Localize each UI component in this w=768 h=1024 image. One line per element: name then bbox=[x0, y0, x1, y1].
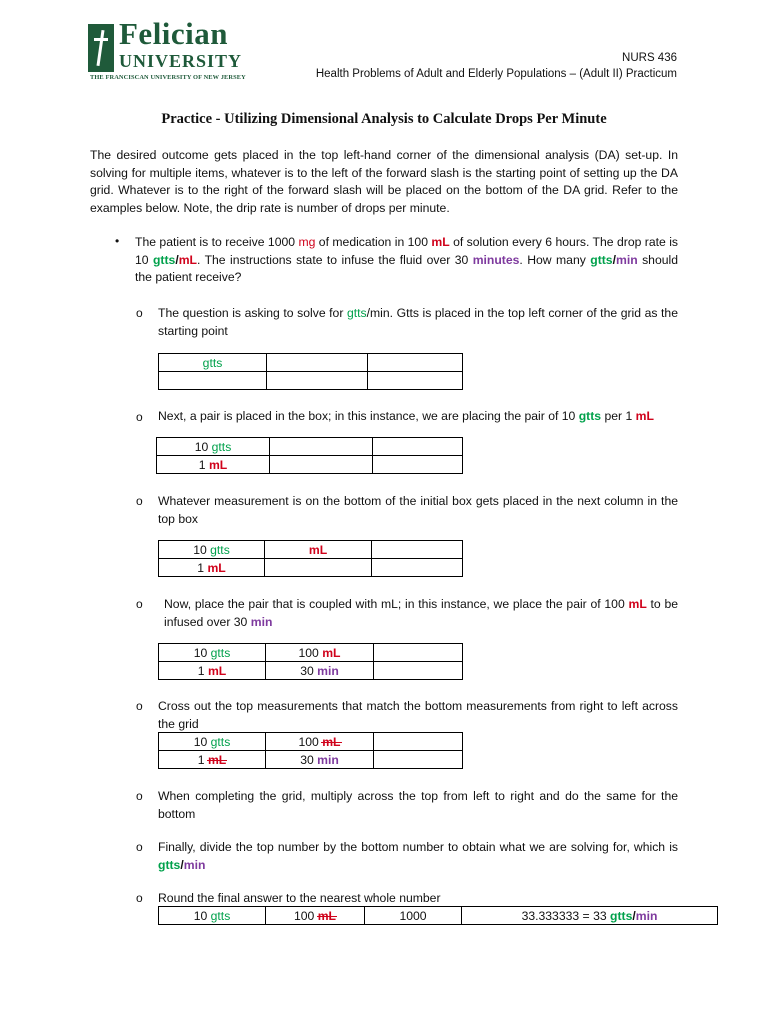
grid-cell bbox=[373, 438, 463, 456]
grid-6 bbox=[158, 906, 718, 925]
step-marker: o bbox=[136, 699, 143, 713]
grid-cell bbox=[374, 662, 463, 680]
course-code: NURS 436 bbox=[622, 52, 677, 64]
grid-1 bbox=[158, 353, 463, 390]
grid-cell bbox=[374, 733, 463, 751]
grid-cell bbox=[267, 372, 368, 390]
course-title: Health Problems of Adult and Elderly Populations – (Adult II) Practicum bbox=[315, 68, 677, 80]
course-header bbox=[316, 50, 677, 82]
grid-cell: 1 mL bbox=[157, 456, 270, 474]
grid-cell: gtts bbox=[159, 354, 267, 372]
grid-cell: mL bbox=[265, 541, 372, 559]
grid-cell: 1 mL bbox=[159, 662, 266, 680]
grid-4 bbox=[158, 643, 463, 680]
grid-cell bbox=[374, 644, 463, 662]
grid-5 bbox=[158, 732, 463, 769]
grid-cell: 1000 bbox=[365, 907, 462, 925]
step-marker: o bbox=[136, 597, 143, 611]
step-marker: o bbox=[136, 840, 143, 854]
step-1-text: The question is asking to solve for gtts/min. Gtts is placed in the top left corner of the grid as the starting point bbox=[158, 306, 678, 338]
step-2-text: Next, a pair is placed in the box; in this instance, we are placing the pair of 10 gtts per 1 mL bbox=[158, 409, 654, 423]
grid-cell: 30 min bbox=[266, 751, 374, 769]
step-marker: o bbox=[136, 410, 143, 424]
problem-statement: The patient is to receive 1000 mg of medication in 100 mL of solution every 6 hours. The drop rate is 10 gtts/mL. The instructions state to infuse the fluid over 30 minutes. How many gtts/min should the patient receive? bbox=[135, 235, 679, 285]
grid-cell: 100 mL bbox=[266, 907, 365, 925]
grid-3 bbox=[158, 540, 463, 577]
grid-cell bbox=[368, 354, 463, 372]
grid-cell bbox=[159, 372, 267, 390]
step-marker: o bbox=[136, 494, 143, 508]
grid-2 bbox=[156, 437, 463, 474]
cross-emblem-icon bbox=[88, 24, 114, 72]
logo-university: UNIVERSITY bbox=[119, 51, 243, 71]
grid-cell: 10 gtts bbox=[159, 733, 266, 751]
grid-cell bbox=[270, 456, 373, 474]
grid-cell: 10 gtts bbox=[157, 438, 270, 456]
step-5-text: Cross out the top measurements that match the bottom measurements from right to left across the grid bbox=[158, 699, 678, 731]
grid-cell: 1 mL bbox=[159, 559, 265, 577]
page-title: Practice - Utilizing Dimensional Analysis to Calculate Drops Per Minute bbox=[161, 111, 607, 127]
intro-paragraph: The desired outcome gets placed in the top left-hand corner of the dimensional analysis (DA) set-up. In solving for multiple items, whatever is to the left of the forward slash is the starting point of setting up the DA grid. Whatever is to the right of the forward slash will be placed on the bottom of the DA grid. Refer to the examples below. Note, the drip rate is number of drops per minute. bbox=[90, 148, 678, 216]
logo-name: Felician bbox=[119, 16, 229, 51]
step-4-text: Now, place the pair that is coupled with mL; in this instance, we place the pair of 100 mL to be infused over 30 min bbox=[164, 597, 678, 629]
grid-cell-answer: 33.333333 = 33 gtts/min bbox=[462, 907, 718, 925]
grid-cell bbox=[374, 751, 463, 769]
grid-cell bbox=[270, 438, 373, 456]
grid-cell bbox=[372, 559, 463, 577]
logo-tagline: THE FRANCISCAN UNIVERSITY OF NEW JERSEY bbox=[90, 74, 246, 81]
step-7-text: Finally, divide the top number by the bottom number to obtain what we are solving for, which is gtts/min bbox=[158, 840, 678, 872]
bullet-marker: • bbox=[115, 234, 120, 248]
grid-cell bbox=[368, 372, 463, 390]
grid-cell bbox=[265, 559, 372, 577]
step-marker: o bbox=[136, 306, 143, 320]
step-marker: o bbox=[136, 789, 143, 803]
grid-cell: 10 gtts bbox=[159, 541, 265, 559]
step-6-text: When completing the grid, multiply across the top from left to right and do the same for the bottom bbox=[158, 789, 678, 821]
step-8-text: Round the final answer to the nearest whole number bbox=[158, 891, 441, 905]
grid-cell: 30 min bbox=[266, 662, 374, 680]
grid-cell: 10 gtts bbox=[159, 644, 266, 662]
grid-cell bbox=[372, 541, 463, 559]
step-marker: o bbox=[136, 891, 143, 905]
grid-cell bbox=[267, 354, 368, 372]
grid-cell: 10 gtts bbox=[159, 907, 266, 925]
grid-cell: 100 mL bbox=[266, 644, 374, 662]
step-3-text: Whatever measurement is on the bottom of the initial box gets placed in the next column in the top box bbox=[158, 494, 678, 526]
grid-cell bbox=[373, 456, 463, 474]
grid-cell: 100 mL bbox=[266, 733, 374, 751]
grid-cell: 1 mL bbox=[159, 751, 266, 769]
